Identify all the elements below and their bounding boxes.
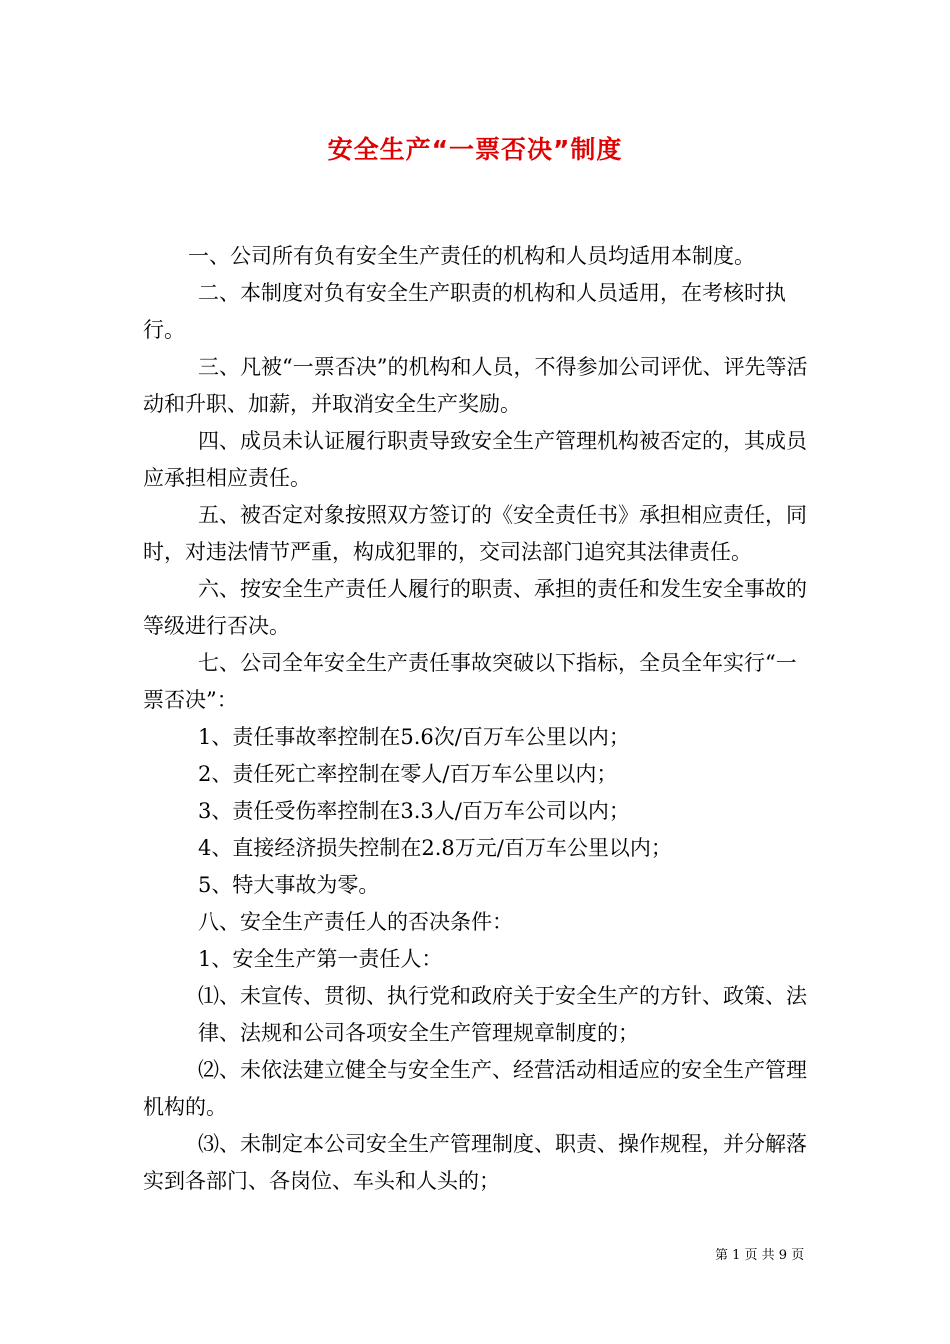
paragraph: 三、凡被“一票否决”的机构和人员，不得参加公司评优、评先等活动和升职、加薪，并取消安全生产奖励。	[143, 355, 808, 416]
document-body	[143, 238, 813, 1200]
paragraph: 二、本制度对负有安全生产职责的机构和人员适用，在考核时执行。	[143, 281, 786, 342]
paragraph: 一、公司所有负有安全生产责任的机构和人员均适用本制度。	[188, 244, 755, 268]
paragraph: ⑶、未制定本公司安全生产管理制度、职责、操作规程，并分解落实到各部门、各岗位、车头和人头的；	[143, 1132, 807, 1193]
list-item: 1、责任事故率控制在5.6次/百万车公里以内；	[198, 725, 630, 749]
paragraph: 六、按安全生产责任人履行的职责、承担的责任和发生安全事故的等级进行否决。	[143, 577, 807, 638]
page-number: 第 1 页 共 9 页	[715, 1248, 805, 1263]
paragraph: 五、被否定对象按照双方签订的《安全责任书》承担相应责任，同时，对违法情节严重，构成犯罪的，交司法部门追究其法律责任。	[143, 503, 807, 564]
list-item: 3、责任受伤率控制在3.3人/百万车公司以内；	[198, 799, 630, 823]
paragraph: 律、法规和公司各项安全生产管理规章制度的；	[198, 1021, 639, 1045]
paragraph: 四、成员未认证履行职责导致安全生产管理机构被否定的，其成员应承担相应责任。	[143, 429, 807, 490]
list-item: 2、责任死亡率控制在零人/百万车公里以内；	[198, 762, 618, 786]
paragraph: 1、安全生产第一责任人：	[198, 947, 443, 971]
paragraph: ⑴、未宣传、贯彻、执行党和政府关于安全生产的方针、政策、法	[198, 984, 807, 1008]
paragraph: 七、公司全年安全生产责任事故突破以下指标，全员全年实行“一票否决”：	[143, 651, 797, 712]
paragraph: 八、安全生产责任人的否决条件：	[198, 910, 513, 934]
list-item: 4、直接经济损失控制在2.8万元/百万车公里以内；	[198, 836, 672, 860]
paragraph: ⑵、未依法建立健全与安全生产、经营活动相适应的安全生产管理机构的。	[143, 1058, 807, 1119]
list-item: 5、特大事故为零。	[198, 873, 380, 897]
document-title: 安全生产“一票否决”制度	[327, 135, 623, 164]
